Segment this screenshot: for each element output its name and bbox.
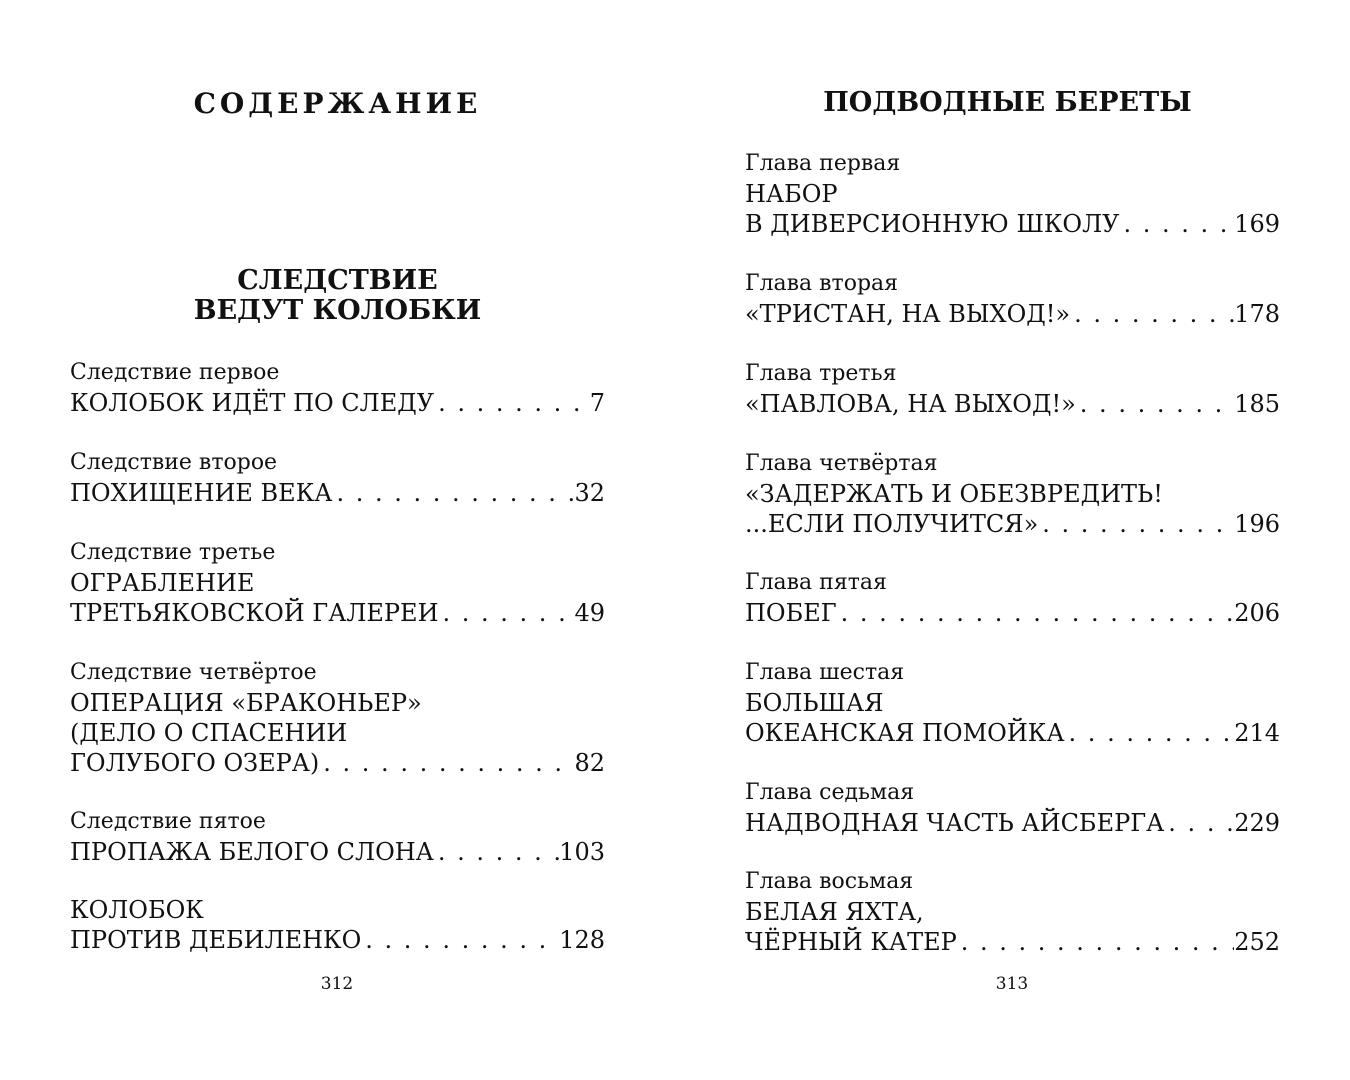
entry-title-row	[70, 925, 605, 955]
entry-title-row	[70, 478, 605, 508]
entry-label: Следствие четвёртое	[70, 660, 317, 685]
entry-label: Следствие первое	[70, 360, 280, 385]
entry-title-line: НАБОР	[745, 180, 838, 208]
dot-leader	[434, 837, 559, 867]
entry-label: Глава четвёртая	[745, 451, 938, 476]
dot-leader	[434, 388, 590, 418]
dot-leader	[1076, 389, 1234, 419]
right-page	[675, 0, 1350, 1080]
entry-title-row	[745, 509, 1280, 539]
entry-label: Глава первая	[745, 151, 901, 176]
entry-title-line: «ЗАДЕРЖАТЬ И ОБЕЗВРЕДИТЬ!	[745, 480, 1163, 508]
entry-title: «ПАВЛОВА, НА ВЫХОД!»	[745, 390, 1076, 418]
toc-entry[interactable]	[745, 778, 1280, 838]
entry-label: Глава вторая	[745, 271, 899, 296]
dot-leader	[319, 748, 574, 778]
entry-title-line: БОЛЬШАЯ	[745, 689, 884, 717]
page-number: 312	[320, 974, 354, 994]
dot-leader	[1070, 299, 1234, 329]
entry-title-line: КОЛОБОК	[70, 896, 204, 924]
toc-entry[interactable]	[745, 568, 1280, 628]
entry-title-row	[745, 598, 1280, 628]
entry-page-number: 178	[1234, 300, 1280, 328]
dot-leader	[439, 598, 575, 628]
entry-title: ПРОПАЖА БЕЛОГО СЛОНА	[70, 838, 434, 866]
dot-leader	[332, 478, 574, 508]
entry-title-row	[745, 927, 1280, 957]
entry-title-row	[745, 718, 1280, 748]
entry-title-row	[70, 748, 605, 778]
dot-leader	[1119, 209, 1234, 239]
entry-title: В ДИВЕРСИОННУЮ ШКОЛУ	[745, 210, 1120, 238]
toc-entry[interactable]	[70, 807, 605, 867]
entry-label: Глава шестая	[745, 660, 905, 685]
toc-entry[interactable]	[745, 658, 1280, 748]
toc-entry[interactable]	[70, 658, 605, 778]
toc-entry[interactable]	[745, 867, 1280, 957]
entry-title-row	[70, 388, 605, 418]
section-title	[0, 266, 675, 326]
section-title-line: СЛЕДСТВИЕ	[237, 265, 438, 296]
entry-page-number: 214	[1234, 719, 1280, 747]
entry-page-number: 196	[1234, 510, 1280, 538]
entry-title: ПОБЕГ	[745, 599, 837, 627]
entry-page-number: 169	[1234, 210, 1280, 238]
entry-title: ОКЕАНСКАЯ ПОМОЙКА	[745, 719, 1065, 747]
entry-title-row	[70, 598, 605, 628]
entry-page-number: 49	[574, 599, 605, 627]
dot-leader	[361, 925, 559, 955]
entry-title: КОЛОБОК ИДЁТ ПО СЛЕДУ	[70, 389, 435, 417]
entry-page-number: 7	[589, 389, 605, 417]
entry-title-line: (ДЕЛО О СПАСЕНИИ	[70, 719, 348, 747]
entry-page-number: 185	[1234, 390, 1280, 418]
entry-page-number: 206	[1234, 599, 1280, 627]
entry-label: Следствие второе	[70, 450, 278, 475]
entry-title-row	[745, 299, 1280, 329]
page-number: 313	[995, 974, 1029, 994]
section-title: ПОДВОДНЫЕ БЕРЕТЫ	[823, 87, 1192, 118]
entry-title: «ТРИСТАН, НА ВЫХОД!»	[745, 300, 1071, 328]
entry-label: Следствие третье	[70, 540, 276, 565]
section-title-line: ВЕДУТ КОЛОБКИ	[193, 295, 482, 326]
entry-title-line: ОПЕРАЦИЯ «БРАКОНЬЕР»	[70, 689, 422, 717]
entry-title: ПРОТИВ ДЕБИЛЕНКО	[70, 926, 362, 954]
toc-entry[interactable]	[70, 895, 605, 955]
entry-title-row	[70, 837, 605, 867]
entry-title: ЧЁРНЫЙ КАТЕР	[745, 928, 957, 956]
entry-label: Глава седьмая	[745, 780, 915, 805]
toc-entry[interactable]	[745, 449, 1280, 539]
entry-page-number: 252	[1234, 928, 1280, 956]
entry-title-line: ОГРАБЛЕНИЕ	[70, 569, 255, 597]
entry-page-number: 229	[1234, 809, 1280, 837]
entry-title-row	[745, 389, 1280, 419]
entry-label: Следствие пятое	[70, 809, 266, 834]
entry-page-number: 103	[559, 838, 605, 866]
entry-page-number: 82	[574, 749, 605, 777]
dot-leader	[837, 598, 1235, 628]
entry-title: ПОХИЩЕНИЕ ВЕКА	[70, 479, 333, 507]
toc-entry[interactable]	[745, 269, 1280, 329]
dot-leader	[1065, 718, 1235, 748]
entry-title-line: БЕЛАЯ ЯХТА,	[745, 898, 924, 926]
toc-entry[interactable]	[745, 359, 1280, 419]
entry-title: ...ЕСЛИ ПОЛУЧИТСЯ»	[745, 510, 1039, 538]
contents-title: СОДЕРЖАНИЕ	[193, 87, 482, 120]
entry-page-number: 32	[574, 479, 605, 507]
dot-leader	[1164, 808, 1234, 838]
entry-title-row	[745, 808, 1280, 838]
entry-label: Глава восьмая	[745, 869, 914, 894]
dot-leader	[1038, 509, 1234, 539]
entry-label: Глава третья	[745, 361, 897, 386]
toc-entry[interactable]	[70, 538, 605, 628]
entry-title: НАДВОДНАЯ ЧАСТЬ АЙСБЕРГА	[745, 809, 1165, 837]
toc-entry[interactable]	[745, 149, 1280, 239]
toc-entry[interactable]	[70, 358, 605, 418]
dot-leader	[957, 927, 1234, 957]
entry-label: Глава пятая	[745, 570, 887, 595]
entry-title: ТРЕТЬЯКОВСКОЙ ГАЛЕРЕИ	[70, 599, 439, 627]
entry-title: ГОЛУБОГО ОЗЕРА)	[70, 749, 320, 777]
toc-entry[interactable]	[70, 448, 605, 508]
entry-title-row	[745, 209, 1280, 239]
entry-page-number: 128	[559, 926, 605, 954]
